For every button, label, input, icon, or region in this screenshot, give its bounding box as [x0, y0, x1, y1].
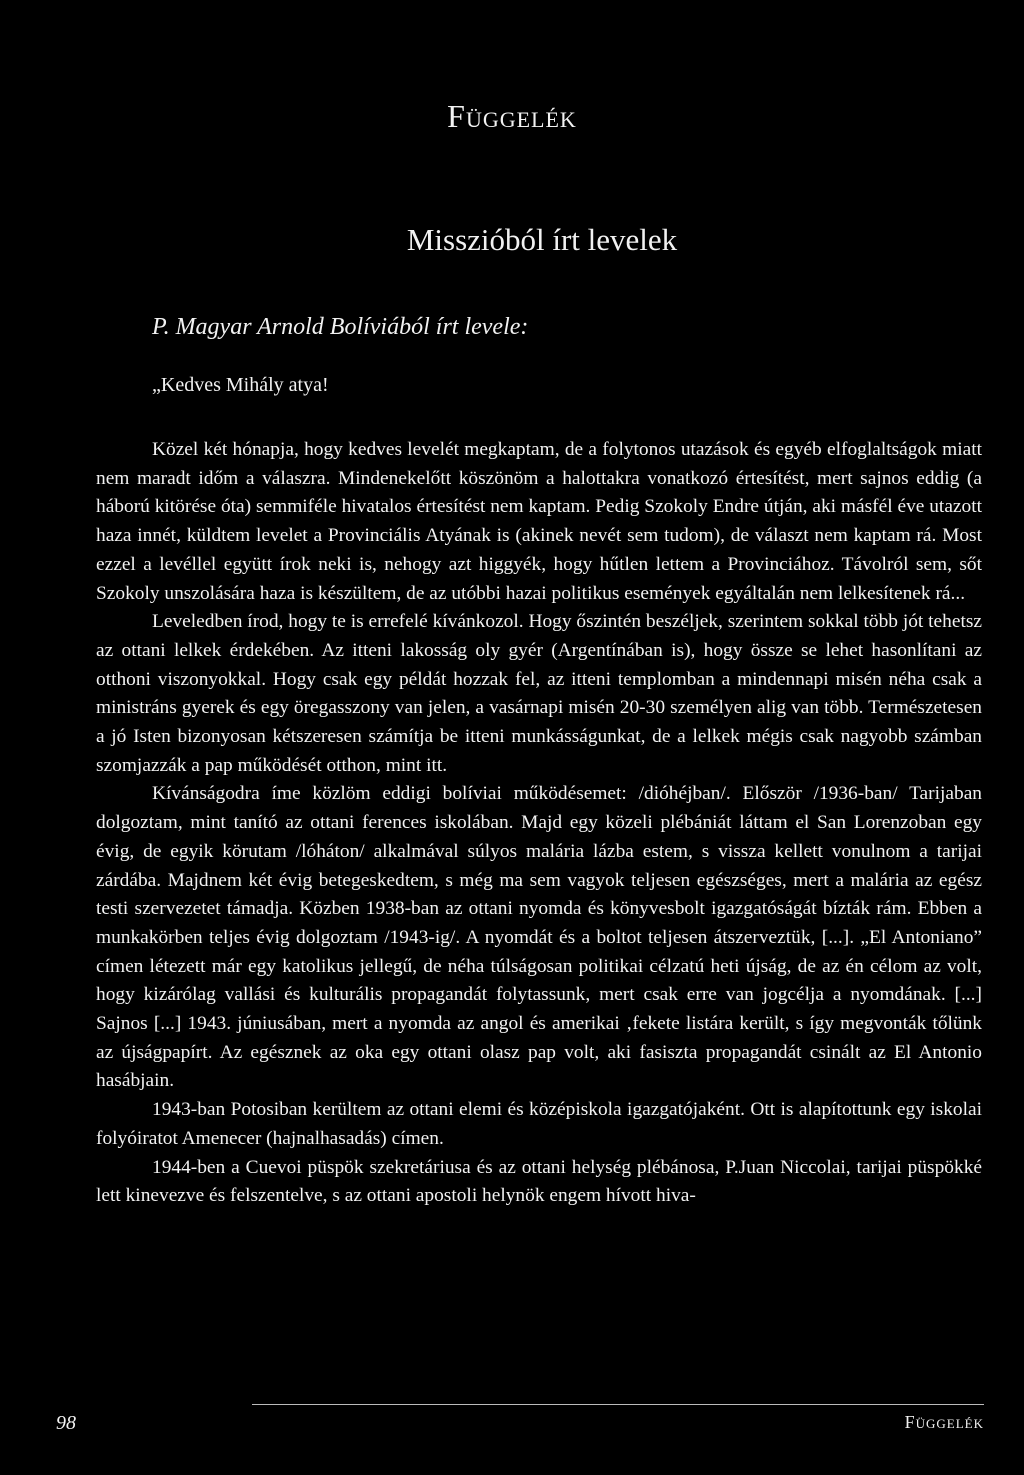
- page-number: 98: [56, 1412, 76, 1434]
- page-title: Misszióból írt levelek: [406, 222, 678, 257]
- letter-salutation: „Kedves Mihály atya!: [152, 374, 329, 396]
- running-footer-title: Függelék: [904, 1412, 984, 1432]
- body-paragraph: 1944-ben a Cuevoi püspök szekretáriusa és az ottani helység plébánosa, P.Juan Niccolai, tarijai püspökké lett kinevezve és felszentelve, s az ottani apostoli helynök engem hívott hiva-: [96, 1156, 982, 1207]
- letter-body: [96, 436, 982, 1211]
- letter-byline: P. Magyar Arnold Bolíviából írt levele:: [152, 314, 529, 340]
- body-paragraph: Kívánságodra íme közlöm eddigi bolíviai működésemet: /dióhéjban/. Először /1936-ban/ Tarijaban dolgoztam, mint tanító az ottani ferences iskolában. Majd egy közeli plébániát láttam el San Lorenzoban egy évig, de egyik körutam /lóháton/ alkalmával súlyos malária lázba estem, s vissza kellett vonulnom a tarijai zárdába. Majdnem két évig betegeskedtem, s még ma sem vagyok teljesen egészséges, mert a malária az egész testi szervezetet támadja. Közben 1938-ban az ottani nyomda és könyvesbolt igazgatóságát bízták rám. Ebben a munkakörben teljes évig dolgoztam /1943-ig/. A nyomdát és a boltot teljesen átszerveztük, [...]. „El Antoniano” címen létezett már egy katolikus jellegű, de néha túlságosan politikai célzatú heti újság, de az én célom az volt, hogy kizárólag vallási és kulturális propagandát folytassunk, mert csak erre van jogcélja a nyomdának. [...] Sajnos [...] 1943. júniusában, mert a nyomda az angol és amerikai ‚fekete listára került, s így megvonták tőlünk az újságpapírt. Az egésznek az oka egy ottani olasz pap volt, aki fasiszta propagandát csinált az El Antonio hasábjain.: [96, 783, 982, 1092]
- body-paragraph: Leveledben írod, hogy te is errefelé kívánkozol. Hogy őszintén beszéljek, szerintem sokkal több jót tehetsz az ottani lelkek érdekében. Az itteni lakosság oly gyér (Argentínában is), hogy össze se lehet hasonlítani az otthoni viszonyokkal. Hogy csak egy példát hozzak fel, az itteni templomban a mindennapi misén néha csak a ministráns gyerek és egy öregasszony van jelen, a vasárnapi misén 20-30 személyen alig van több. Természetesen a jó Isten bizonyosan kétszeresen számítja be itteni munkásságunkat, de a lelkek mégis csak nagyobb számban szomjazzák a pap működését otthon, mint itt.: [96, 611, 982, 776]
- body-paragraph: 1943-ban Potosiban kerültem az ottani elemi és középiskola igazgatójaként. Ott is alapítottunk egy iskolai folyóiratot Amenecer (hajnalhasadás) címen.: [96, 1099, 982, 1149]
- footer-divider: [252, 1404, 984, 1405]
- section-heading: Függelék: [447, 98, 577, 134]
- body-paragraph: Közel két hónapja, hogy kedves levelét megkaptam, de a folytonos utazások és egyéb elfoglaltságok miatt nem maradt időm a válaszra. Mindenekelőtt köszönöm a halottakra vonatkozó értesítést, mert sajnos eddig (a háború kitörése óta) semmiféle hivatalos értesítést nem kaptam. Pedig Szokoly Endre útján, aki másfél éve utazott haza innét, küldtem levelet a Provinciális Atyának is (akinek nevét sem tudom), de választ nem kaptam rá. Most ezzel a levéllel együtt írok neki is, nehogy azt higgyék, hogy hűtlen lettem a Provinciához. Távolról sem, sőt Szokoly unszolására haza is készültem, de az utóbbi hazai politikus események egyáltalán nem lelkesítenek rá...: [96, 439, 982, 604]
